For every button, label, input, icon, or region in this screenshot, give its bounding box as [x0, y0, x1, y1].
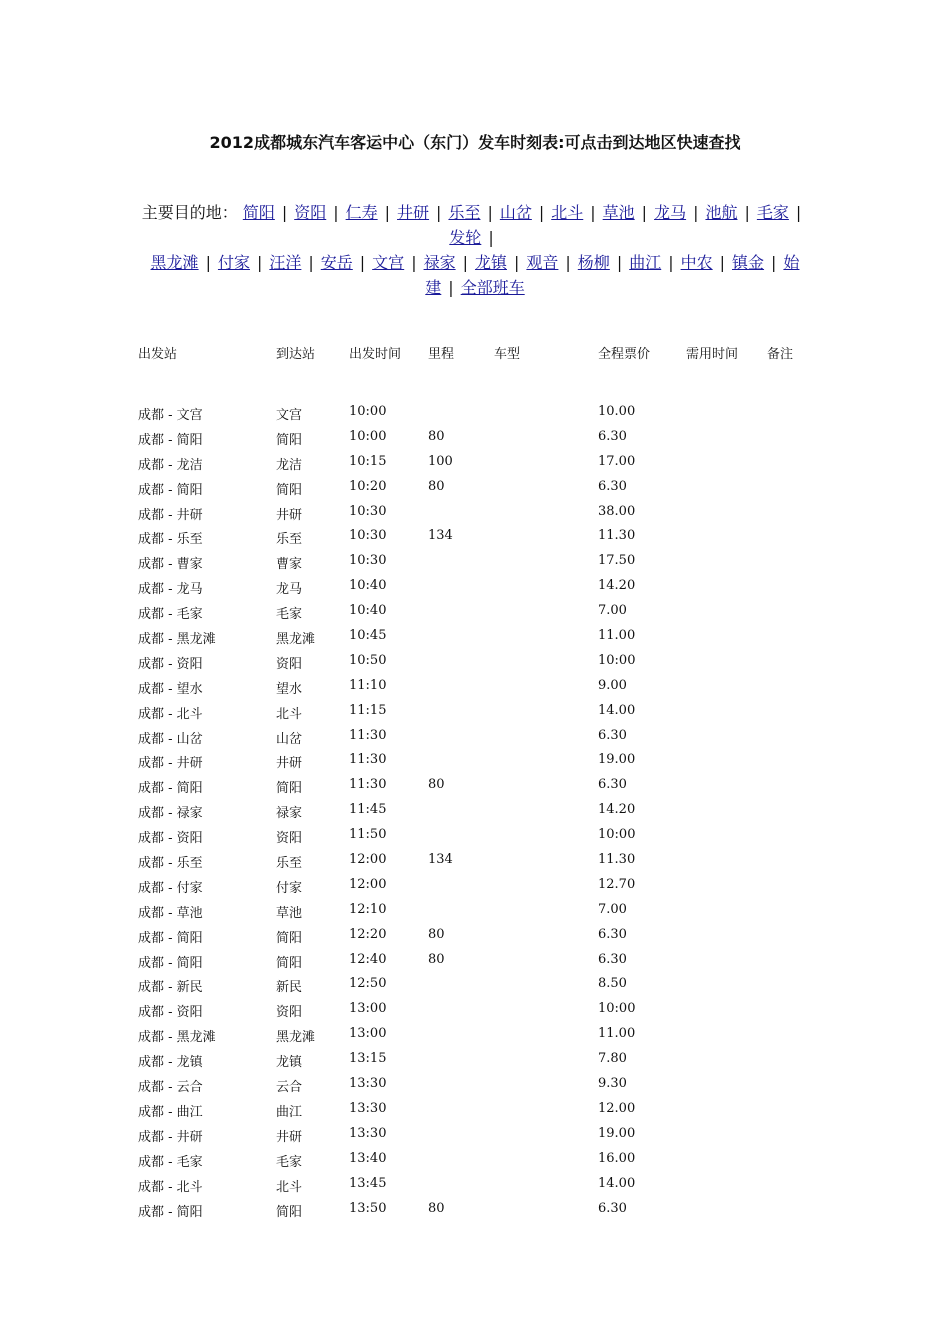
table-cell: 134 — [428, 852, 453, 868]
destination-link[interactable]: 汪洋 — [269, 253, 302, 272]
table-cell: 成都 - 乐至 — [138, 532, 203, 548]
table-cell: 11:30 — [349, 777, 387, 793]
table-cell: 10:00 — [349, 428, 387, 444]
link-separator: | — [590, 203, 596, 222]
column-header: 里程 — [428, 347, 455, 362]
link-separator: | — [462, 253, 468, 272]
destination-link[interactable]: 观音 — [526, 253, 559, 272]
table-row — [138, 628, 838, 653]
table-cell: 成都 - 简阳 — [138, 930, 203, 946]
table-row — [138, 976, 838, 1001]
table-cell: 云合 — [276, 1080, 303, 1096]
table-cell: 成都 - 黑龙滩 — [138, 632, 216, 648]
link-separator: | — [411, 253, 417, 272]
table-cell: 6.30 — [598, 777, 627, 793]
table-cell: 成都 - 龙马 — [138, 582, 203, 598]
table-row — [138, 1151, 838, 1176]
table-cell: 成都 - 简阳 — [138, 1204, 203, 1220]
destinations-line-2 — [151, 253, 800, 297]
table-cell: 11:30 — [349, 727, 387, 743]
table-cell: 12:10 — [349, 901, 387, 917]
table-cell: 14.20 — [598, 802, 636, 818]
table-cell: 80 — [428, 926, 445, 942]
table-cell: 13:00 — [349, 1001, 387, 1017]
destination-link[interactable]: 井研 — [397, 203, 430, 222]
table-cell: 资阳 — [276, 656, 303, 672]
table-cell: 成都 - 云合 — [138, 1080, 203, 1096]
page-title: 2012成都城东汽车客运中心（东门）发车时刻表:可点击到达地区快速查找 — [209, 133, 741, 152]
table-cell: 草池 — [276, 905, 303, 921]
table-cell: 12:40 — [349, 951, 387, 967]
destination-link[interactable]: 简阳 — [242, 203, 275, 222]
table-cell: 成都 - 毛家 — [138, 1154, 203, 1170]
destination-link[interactable]: 毛家 — [756, 203, 789, 222]
table-row — [138, 827, 838, 852]
table-cell: 成都 - 曹家 — [138, 557, 203, 573]
table-cell: 13:50 — [349, 1200, 387, 1216]
table-cell: 成都 - 简阳 — [138, 955, 203, 971]
table-cell: 13:30 — [349, 1076, 387, 1092]
link-separator: | — [256, 253, 263, 272]
table-cell: 成都 - 文宫 — [138, 408, 203, 423]
link-separator: | — [538, 203, 545, 222]
table-cell: 简阳 — [276, 1204, 303, 1220]
link-separator: | — [205, 253, 211, 272]
table-cell: 12.70 — [598, 876, 636, 892]
table-row — [138, 1076, 838, 1101]
table-cell: 成都 - 井研 — [138, 507, 203, 523]
table-cell: 成都 - 山岔 — [138, 731, 203, 747]
destination-links — [135, 200, 815, 300]
table-cell: 80 — [428, 478, 445, 494]
table-cell: 10:45 — [349, 628, 387, 644]
table-cell: 成都 - 望水 — [138, 681, 203, 697]
table-row — [138, 578, 838, 603]
table-cell: 10:30 — [349, 503, 387, 519]
table-row — [138, 1176, 838, 1201]
table-row — [138, 1126, 838, 1151]
table-row — [138, 479, 838, 504]
table-cell: 成都 - 井研 — [138, 756, 203, 772]
table-cell: 成都 - 资阳 — [138, 656, 203, 672]
table-cell: 成都 - 毛家 — [138, 607, 203, 623]
table-cell: 北斗 — [276, 1179, 303, 1195]
table-cell: 毛家 — [276, 607, 303, 623]
table-cell: 乐至 — [276, 856, 303, 872]
table-cell: 38.00 — [598, 503, 636, 519]
table-cell: 成都 - 简阳 — [138, 781, 203, 797]
table-cell: 井研 — [276, 507, 303, 523]
destination-link[interactable]: 发轮 — [449, 228, 482, 247]
table-cell: 6.30 — [598, 951, 627, 967]
table-row — [138, 553, 838, 578]
table-row — [138, 703, 838, 728]
table-cell: 北斗 — [276, 706, 303, 722]
table-cell: 望水 — [276, 681, 303, 697]
column-header: 全程票价 — [598, 347, 651, 362]
table-cell: 9.00 — [598, 677, 627, 693]
table-cell: 10:40 — [349, 603, 387, 619]
table-cell: 井研 — [276, 1129, 303, 1145]
table-cell: 成都 - 简阳 — [138, 432, 203, 448]
table-cell: 黑龙滩 — [276, 1030, 316, 1046]
table-cell: 8.50 — [598, 976, 627, 992]
destination-link[interactable]: 龙镇 — [474, 253, 507, 272]
table-cell: 简阳 — [276, 432, 303, 448]
table-cell: 成都 - 乐至 — [138, 856, 203, 872]
table-cell: 成都 - 黑龙滩 — [138, 1030, 216, 1046]
table-row — [138, 902, 838, 927]
table-row — [138, 1201, 838, 1226]
destination-link[interactable]: 北斗 — [551, 203, 584, 222]
table-cell: 禄家 — [276, 806, 303, 822]
table-cell: 14.00 — [598, 1175, 636, 1191]
table-cell: 17.50 — [598, 553, 636, 569]
table-row — [138, 404, 838, 429]
table-row — [138, 752, 838, 777]
table-row — [138, 927, 838, 952]
table-row — [138, 1026, 838, 1051]
table-cell: 成都 - 草池 — [138, 905, 203, 921]
table-cell: 7.00 — [598, 901, 627, 917]
destination-link[interactable]: 仁寿 — [345, 203, 378, 222]
table-cell: 7.00 — [598, 603, 627, 619]
table-cell: 134 — [428, 528, 453, 544]
table-cell: 龙洁 — [276, 457, 303, 473]
table-cell: 曹家 — [276, 557, 303, 573]
table-cell: 10:40 — [349, 578, 387, 594]
table-row — [138, 429, 838, 454]
table-cell: 新民 — [276, 980, 303, 996]
destination-link[interactable]: 全部班车 — [460, 278, 525, 297]
table-cell: 11.00 — [598, 628, 636, 644]
column-header: 出发时间 — [349, 347, 402, 362]
table-cell: 简阳 — [276, 955, 303, 971]
table-row — [138, 852, 838, 877]
table-cell: 成都 - 付家 — [138, 880, 203, 896]
table-row — [138, 653, 838, 678]
link-separator: | — [487, 203, 493, 222]
table-cell: 10:00 — [598, 827, 636, 843]
table-cell: 13:00 — [349, 1026, 387, 1042]
destination-link[interactable]: 龙马 — [654, 203, 687, 222]
table-cell: 100 — [428, 453, 453, 469]
destination-link[interactable]: 曲江 — [629, 253, 662, 272]
link-separator: | — [488, 228, 494, 247]
table-cell: 12:00 — [349, 876, 387, 892]
table-cell: 6.30 — [598, 727, 627, 743]
table-cell: 7.80 — [598, 1051, 627, 1067]
link-separator: | — [744, 203, 750, 222]
schedule-table — [138, 404, 838, 1225]
destination-link[interactable]: 镇金 — [732, 253, 765, 272]
column-header: 备注 — [767, 347, 794, 362]
link-separator: | — [795, 203, 802, 222]
table-cell: 成都 - 曲江 — [138, 1104, 203, 1120]
table-cell: 简阳 — [276, 781, 303, 797]
table-cell: 11:50 — [349, 827, 387, 843]
table-cell: 13:45 — [349, 1175, 387, 1191]
table-cell: 10:00 — [349, 404, 387, 419]
table-cell: 成都 - 禄家 — [138, 806, 203, 822]
link-separator: | — [384, 203, 391, 222]
column-header: 需用时间 — [686, 347, 739, 362]
table-row — [138, 678, 838, 703]
link-separator: | — [771, 253, 777, 272]
table-cell: 10:50 — [349, 652, 387, 668]
table-cell: 龙马 — [276, 582, 303, 598]
destinations-label: 主要目的地： — [141, 203, 238, 222]
table-cell: 龙镇 — [276, 1055, 303, 1071]
table-cell: 6.30 — [598, 1200, 627, 1216]
table-cell: 井研 — [276, 756, 303, 772]
table-cell: 成都 - 井研 — [138, 1129, 203, 1145]
table-cell: 10:30 — [349, 528, 387, 544]
destination-link[interactable]: 杨柳 — [577, 253, 610, 272]
table-row — [138, 1051, 838, 1076]
table-row — [138, 504, 838, 529]
table-cell: 80 — [428, 1200, 445, 1216]
table-cell: 简阳 — [276, 482, 303, 498]
destination-link[interactable]: 乐至 — [448, 203, 481, 222]
table-cell: 11:45 — [349, 802, 387, 818]
table-cell: 6.30 — [598, 926, 627, 942]
table-cell: 成都 - 资阳 — [138, 1005, 203, 1021]
destination-link[interactable]: 池航 — [705, 203, 738, 222]
table-cell: 80 — [428, 428, 445, 444]
destination-link[interactable]: 山岔 — [499, 203, 532, 222]
table-cell: 山岔 — [276, 731, 303, 747]
link-separator: | — [436, 203, 442, 222]
destination-link[interactable]: 文宫 — [372, 253, 405, 272]
link-separator: | — [693, 203, 699, 222]
table-cell: 资阳 — [276, 1005, 303, 1021]
table-row — [138, 802, 838, 827]
table-cell: 12.00 — [598, 1100, 636, 1116]
table-cell: 成都 - 龙洁 — [138, 457, 203, 473]
table-cell: 80 — [428, 777, 445, 793]
table-cell: 9.30 — [598, 1076, 627, 1092]
table-cell: 10:30 — [349, 553, 387, 569]
table-row — [138, 777, 838, 802]
table-cell: 6.30 — [598, 478, 627, 494]
table-cell: 14.00 — [598, 702, 636, 718]
table-cell: 80 — [428, 951, 445, 967]
table-cell: 成都 - 简阳 — [138, 482, 203, 498]
table-cell: 13:15 — [349, 1051, 387, 1067]
table-cell: 19.00 — [598, 752, 636, 768]
table-row — [138, 1101, 838, 1126]
destination-link[interactable]: 始建 — [425, 253, 800, 297]
table-cell: 12:00 — [349, 852, 387, 868]
table-cell: 6.30 — [598, 428, 627, 444]
table-row — [138, 454, 838, 479]
table-cell: 14.20 — [598, 578, 636, 594]
table-row — [138, 952, 838, 977]
link-separator: | — [281, 203, 288, 222]
table-cell: 12:20 — [349, 926, 387, 942]
link-separator: | — [616, 253, 623, 272]
link-separator: | — [514, 253, 520, 272]
column-header: 车型 — [494, 347, 521, 362]
link-separator: | — [308, 253, 314, 272]
destination-link[interactable]: 付家 — [217, 253, 250, 272]
table-cell: 10.00 — [598, 404, 636, 419]
table-row — [138, 528, 838, 553]
destination-link[interactable]: 黑龙滩 — [150, 253, 199, 272]
table-cell: 成都 - 资阳 — [138, 831, 203, 847]
destination-link[interactable]: 禄家 — [423, 253, 456, 272]
destinations-line-1 — [243, 203, 808, 247]
table-cell: 10:00 — [598, 1001, 636, 1017]
table-cell: 12:50 — [349, 976, 387, 992]
table-cell: 文宫 — [276, 408, 303, 423]
table-cell: 19.00 — [598, 1125, 636, 1141]
table-cell: 11:10 — [349, 677, 387, 693]
table-cell: 成都 - 龙镇 — [138, 1055, 203, 1071]
table-cell: 11.00 — [598, 1026, 636, 1042]
table-cell: 黑龙滩 — [276, 632, 316, 648]
table-cell: 11:30 — [349, 752, 387, 768]
table-cell: 13:30 — [349, 1100, 387, 1116]
link-separator: | — [333, 203, 339, 222]
table-cell: 10:00 — [598, 652, 636, 668]
destination-link[interactable]: 草池 — [602, 203, 635, 222]
table-cell: 资阳 — [276, 831, 303, 847]
table-row — [138, 877, 838, 902]
table-cell: 成都 - 新民 — [138, 980, 203, 996]
table-cell: 11.30 — [598, 528, 636, 544]
destination-link[interactable]: 中农 — [680, 253, 713, 272]
table-row — [138, 728, 838, 753]
table-row — [138, 1001, 838, 1026]
table-cell: 13:30 — [349, 1125, 387, 1141]
table-cell: 付家 — [276, 880, 303, 896]
destination-link[interactable]: 安岳 — [320, 253, 353, 272]
table-cell: 成都 - 北斗 — [138, 1179, 203, 1195]
destination-link[interactable]: 资阳 — [294, 203, 327, 222]
table-row — [138, 603, 838, 628]
link-separator: | — [565, 253, 571, 272]
table-cell: 简阳 — [276, 930, 303, 946]
table-cell: 13:40 — [349, 1150, 387, 1166]
column-header: 到达站 — [276, 347, 316, 362]
column-header: 出发站 — [138, 347, 178, 362]
table-cell: 成都 - 北斗 — [138, 706, 203, 722]
link-separator: | — [719, 253, 726, 272]
table-cell: 10:20 — [349, 478, 387, 494]
table-cell: 17.00 — [598, 453, 636, 469]
table-cell: 11:15 — [349, 702, 387, 718]
table-cell: 11.30 — [598, 852, 636, 868]
table-cell: 乐至 — [276, 532, 303, 548]
link-separator: | — [359, 253, 366, 272]
link-separator: | — [641, 203, 648, 222]
table-cell: 10:15 — [349, 453, 387, 469]
link-separator: | — [668, 253, 674, 272]
table-cell: 毛家 — [276, 1154, 303, 1170]
link-separator: | — [448, 278, 454, 297]
table-cell: 16.00 — [598, 1150, 636, 1166]
table-cell: 曲江 — [276, 1104, 303, 1120]
